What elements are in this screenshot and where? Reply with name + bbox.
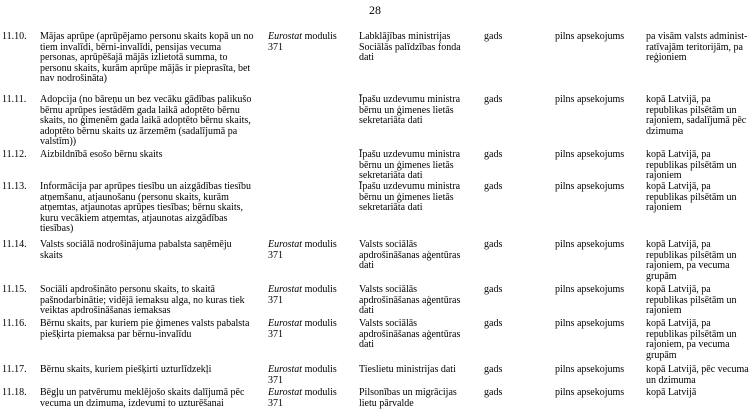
source-name: Eurostat [268, 284, 303, 295]
breakdown-level: kopā Latvijā, pa republikas pilsētām un rajoniem, sadalījumā pēc dzimuma [646, 94, 747, 137]
coverage: pilns apsekojums [555, 239, 625, 250]
source-suffix: modulis 371 [268, 239, 337, 261]
source-name: Eurostat [268, 31, 303, 42]
coverage: pilns apsekojums [555, 94, 625, 105]
breakdown-level: kopā Latvijā, pa republikas pilsētām un rajoniem [646, 284, 737, 317]
periodicity: gads [484, 239, 503, 250]
row-number: 11.15. [2, 284, 27, 295]
indicator-description: Bērnu skaits, kuriem piešķirti uzturlīdzekļi [40, 364, 212, 375]
periodicity: gads [484, 387, 503, 398]
data-provider: Labklājības ministrijas Sociālās palīdzības fonda dati [359, 31, 461, 64]
row-number: 11.11. [2, 94, 27, 105]
row-number: 11.16. [2, 318, 27, 329]
data-provider: Īpašu uzdevumu ministra bērnu un ģimenes lietās sekretariāta dati [359, 181, 461, 214]
row-number: 11.10. [2, 31, 27, 42]
data-provider: Pilsonības un migrācijas lietu pārvalde [359, 387, 457, 409]
breakdown-level: kopā Latvijā, pa republikas pilsētām un rajoniem, pa vecuma grupām [646, 239, 737, 282]
data-provider: Valsts sociālās apdrošināšanas aģentūras dati [359, 239, 461, 272]
breakdown-level: pa visām valsts administ- ratīvajām teritorijām, pa reģioniem [646, 31, 748, 64]
data-provider: Valsts sociālās apdrošināšanas aģentūras dati [359, 318, 461, 351]
row-number: 11.18. [2, 387, 27, 398]
breakdown-level: kopā Latvijā [646, 387, 697, 398]
periodicity: gads [484, 149, 503, 160]
coverage: pilns apsekojums [555, 318, 625, 329]
source-name: Eurostat [268, 239, 303, 250]
coverage: pilns apsekojums [555, 31, 625, 42]
source-suffix: modulis 371 [268, 387, 337, 409]
row-number: 11.14. [2, 239, 27, 250]
coverage: pilns apsekojums [555, 284, 625, 295]
row-number: 11.13. [2, 181, 27, 192]
source-module [268, 285, 350, 306]
row-number: 11.17. [2, 364, 27, 375]
data-provider: Valsts sociālās apdrošināšanas aģentūras dati [359, 284, 461, 317]
source-suffix: modulis 371 [268, 31, 337, 53]
indicator-description: Informācija par aprūpes tiesību un aizgādības tiesību atņemšanu, atjaunošanu (personu skaits, kurām atņemtas, atjaunotas aprūpes tiesības; bērnu skaits, kuru vecākiem atņemtas, atjaunotas aizgādības tiesības) [40, 181, 252, 235]
source-name: Eurostat [268, 318, 303, 329]
breakdown-level: kopā Latvijā, pa republikas pilsētām un rajoniem, pa vecuma grupām [646, 318, 737, 361]
data-provider: Īpašu uzdevumu ministra bērnu un ģimenes lietās sekretariāta dati [359, 94, 461, 127]
source-name: Eurostat [268, 364, 303, 375]
breakdown-level: kopā Latvijā, pēc vecuma un dzimuma [646, 364, 749, 386]
row-number: 11.12. [2, 149, 27, 160]
page-number: 28 [369, 3, 381, 17]
periodicity: gads [484, 318, 503, 329]
coverage: pilns apsekojums [555, 149, 625, 160]
indicator-description: Bērnu skaits, par kuriem pie ģimenes valsts pabalsta piešķirta piemaksa par bērnu-invalīdu [40, 318, 250, 340]
indicator-description: Sociāli apdrošināto personu skaits, to skaitā pašnodarbinātie; vidējā iemaksu alga, no kuras tiek veiktas apdrošināšanas iemaksas [40, 284, 245, 317]
periodicity: gads [484, 364, 503, 375]
coverage: pilns apsekojums [555, 364, 625, 375]
source-module [268, 388, 350, 409]
indicator-description: Adopcija (no bāreņu un bez vecāku gādības palikušo bērnu aprūpes iestādēm gada laikā adoptēto bērnu skaits, no ģimenēm gada laikā adoptēto bērnu skaits, adoptēto bērnu skaits uz ārzemēm (sadalījumā pa valstīm)) [40, 94, 252, 148]
periodicity: gads [484, 94, 503, 105]
source-module [268, 365, 350, 386]
data-provider: Īpašu uzdevumu ministra bērnu un ģimenes lietās sekretariāta dati [359, 149, 461, 182]
coverage: pilns apsekojums [555, 387, 625, 398]
data-provider: Tieslietu ministrijas dati [359, 364, 456, 375]
source-suffix: modulis 371 [268, 364, 337, 386]
indicator-description: Aizbildnībā esošo bērnu skaits [40, 149, 163, 160]
source-module [268, 240, 350, 261]
periodicity: gads [484, 284, 503, 295]
indicator-description: Bēgļu un patvērumu meklējošo skaits dalījumā pēc vecuma un dzimuma, izdevumi to uzturēšanai [40, 387, 245, 409]
breakdown-level: kopā Latvijā, pa republikas pilsētām un rajoniem [646, 149, 737, 182]
source-module [268, 32, 350, 53]
coverage: pilns apsekojums [555, 181, 625, 192]
source-suffix: modulis 371 [268, 284, 337, 306]
breakdown-level: kopā Latvijā, pa republikas pilsētām un rajoniem [646, 181, 737, 214]
source-module [268, 319, 350, 340]
indicator-description: Mājas aprūpe (aprūpējamo personu skaits kopā un no tiem invalīdi, bērni-invalīdi, pensijas vecuma personas, aprūpēšajā mājās izlietotā summa, to personu skaits, kurām aprūpe mājās ir pieprasīta, bet nav nodrošināta) [40, 31, 254, 85]
periodicity: gads [484, 31, 503, 42]
source-name: Eurostat [268, 387, 303, 398]
periodicity: gads [484, 181, 503, 192]
source-suffix: modulis 371 [268, 318, 337, 340]
indicator-description: Valsts sociālā nodrošinājuma pabalsta saņēmēju skaits [40, 239, 232, 261]
